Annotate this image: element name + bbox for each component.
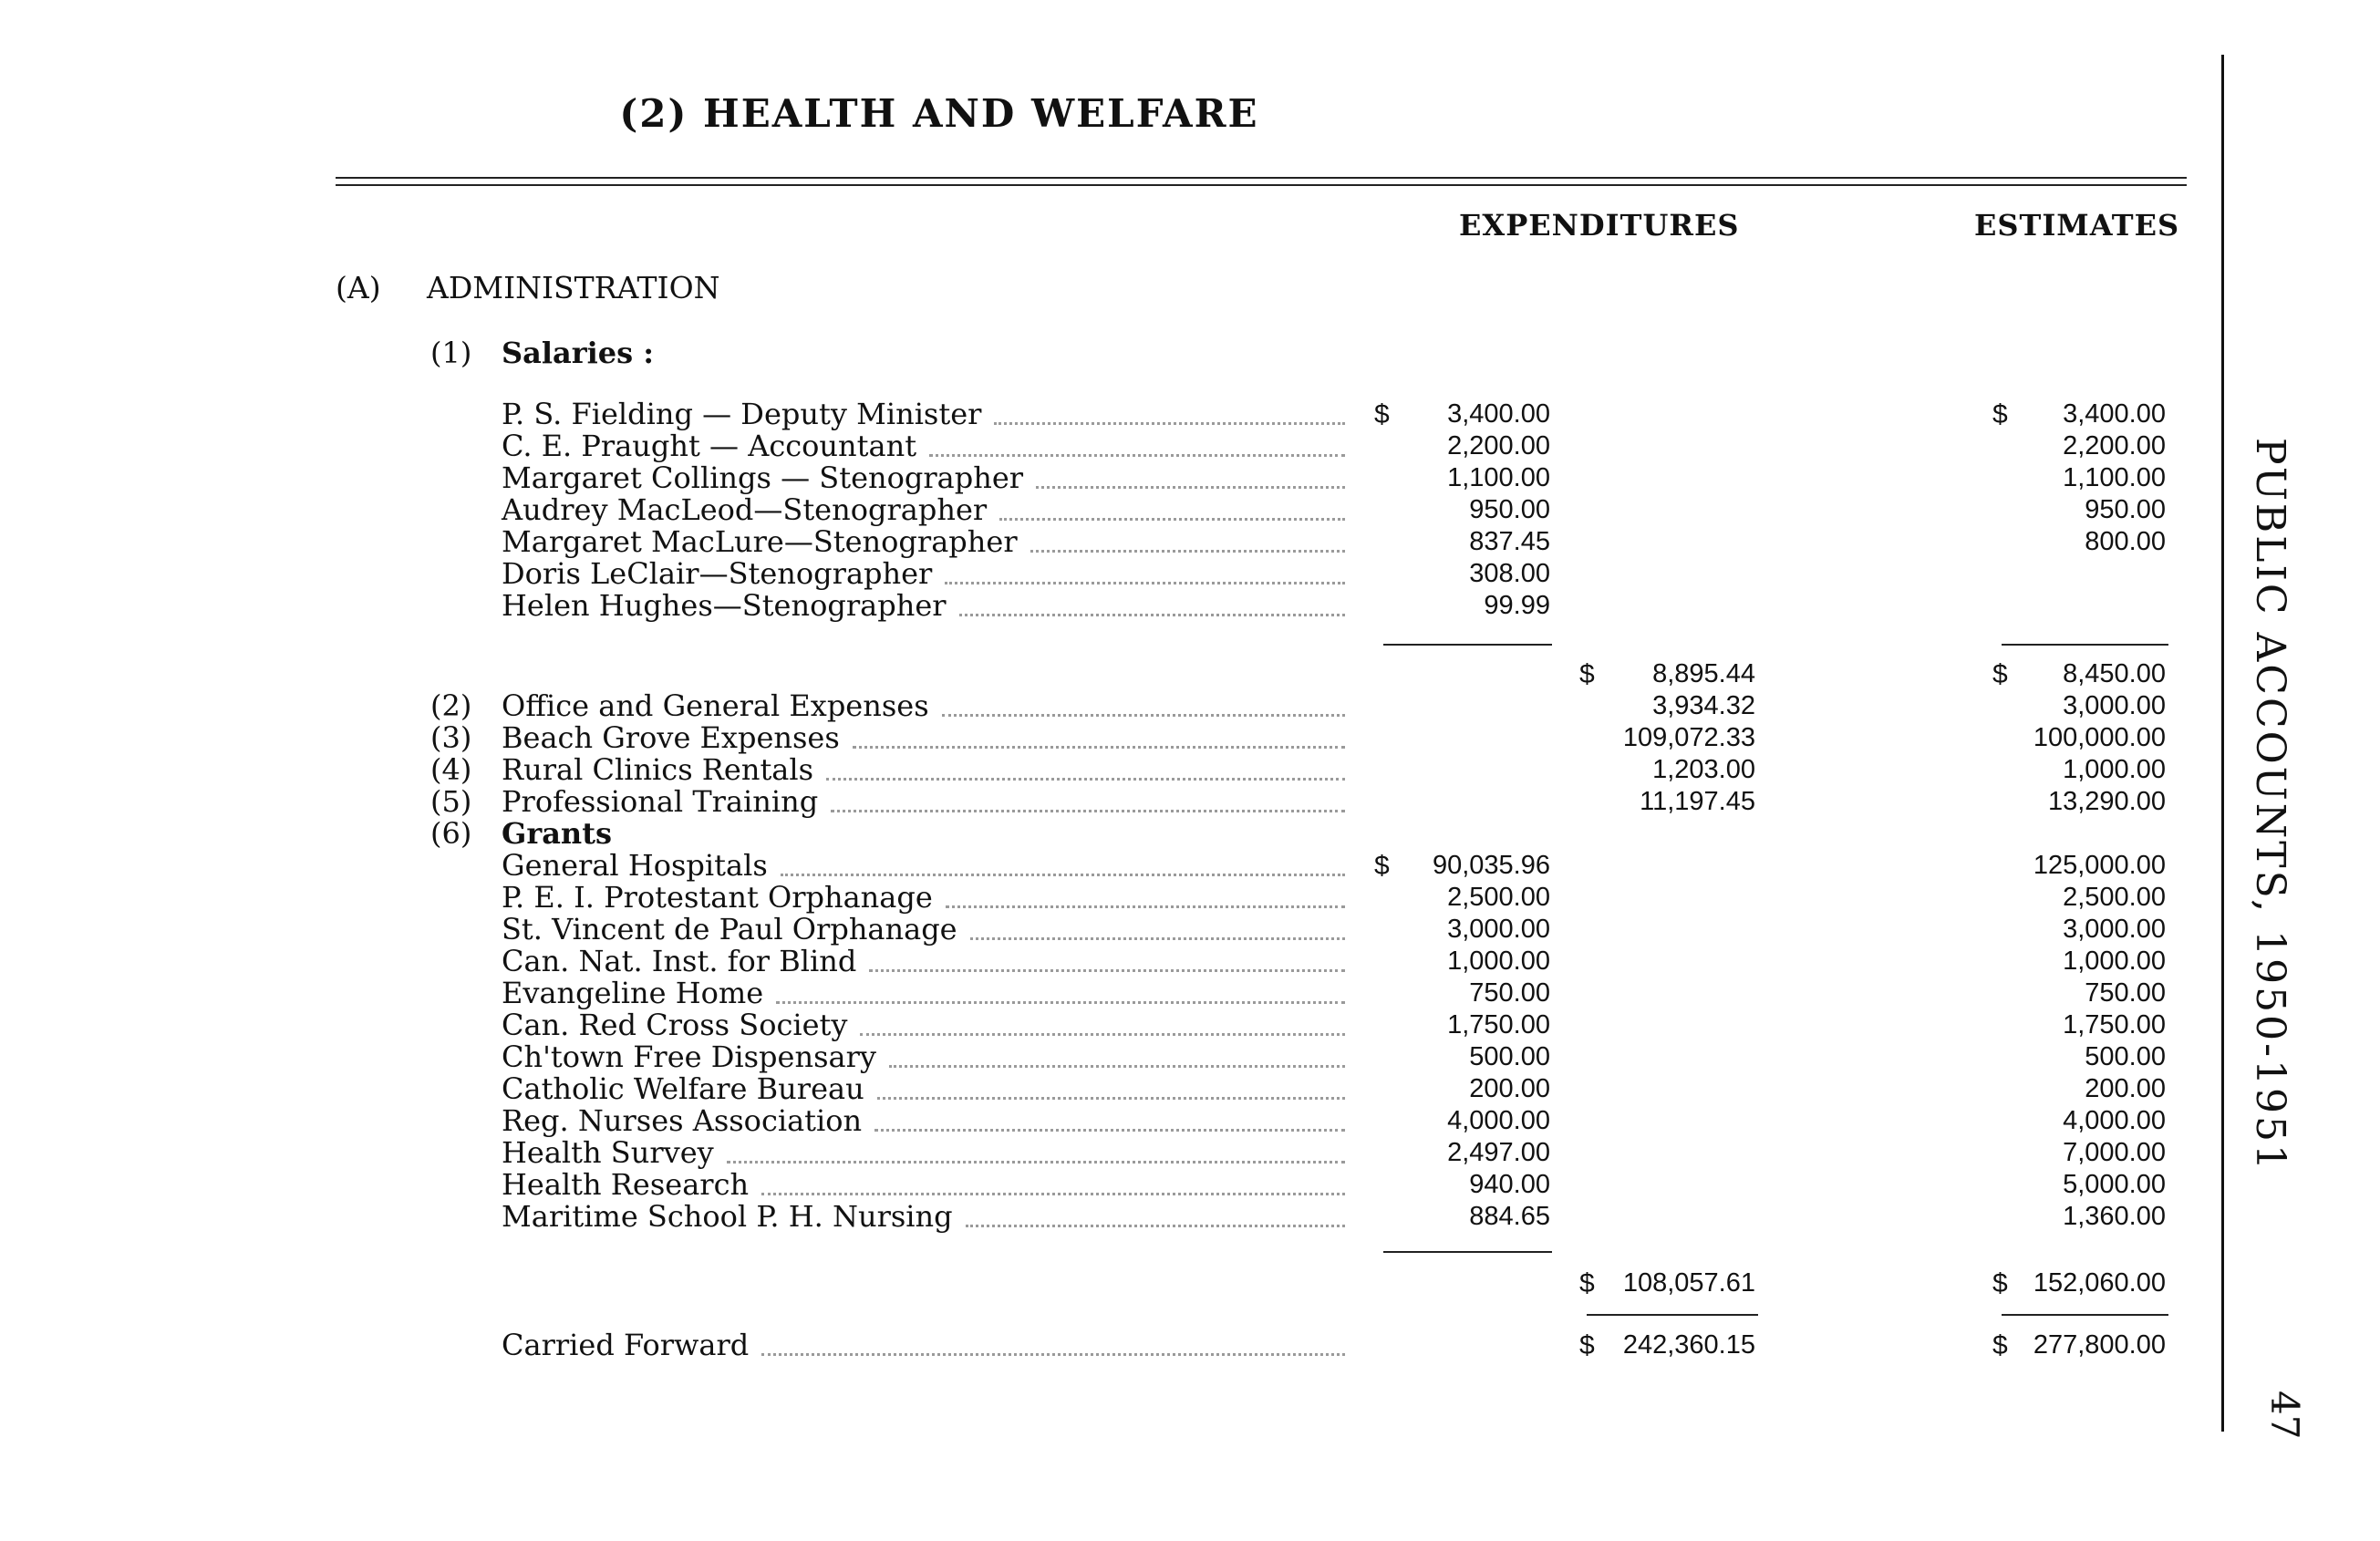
- grant-expenditure: 884.65: [1469, 1202, 1550, 1231]
- grant-name: Can. Nat. Inst. for Blind: [502, 944, 857, 978]
- dollar-sign: $: [1579, 1330, 1595, 1360]
- carried-forward-label: Carried Forward: [502, 1328, 750, 1362]
- grant-expenditure: 200.00: [1469, 1074, 1550, 1103]
- salary-expenditure: 837.45: [1469, 527, 1550, 556]
- grant-estimate: 3,000.00: [2063, 915, 2166, 944]
- grant-name-leader: [781, 874, 1345, 876]
- grant-name: P. E. I. Protestant Orphanage: [502, 880, 933, 915]
- grant-name: Reg. Nurses Association: [502, 1103, 863, 1138]
- page-number: 47: [2262, 1391, 2307, 1440]
- grant-name: Can. Red Cross Society: [502, 1008, 848, 1042]
- grant-expenditure: 2,497.00: [1447, 1138, 1550, 1167]
- dollar-sign: $: [1579, 659, 1595, 689]
- grant-name-leader: [966, 1225, 1345, 1227]
- salary-expenditure: 2,200.00: [1447, 431, 1550, 460]
- section-letter: (A): [336, 270, 381, 305]
- expense-name: Rural Clinics Rentals: [502, 752, 814, 787]
- dollar-sign: $: [1992, 659, 2008, 689]
- salary-name-leader: [999, 518, 1345, 521]
- expense-expenditure: 11,197.45: [1640, 787, 1755, 816]
- grant-name-leader: [946, 905, 1345, 908]
- page-title: (2) HEALTH AND WELFARE: [619, 91, 1259, 136]
- salary-name: Doris LeClair—Stenographer: [502, 556, 933, 591]
- expense-name: Office and General Expenses: [502, 688, 929, 723]
- salary-name: C. E. Praught — Accountant: [502, 429, 917, 463]
- expense-expenditure: 3,934.32: [1652, 691, 1755, 720]
- carried-forward-estimate: 277,800.00: [2033, 1330, 2166, 1360]
- expense-estimate: 3,000.00: [2063, 691, 2166, 720]
- grant-expenditure: 90,035.96: [1432, 851, 1550, 880]
- salary-name-leader: [994, 422, 1345, 425]
- dollar-sign: $: [1992, 399, 2008, 429]
- salary-name: Margaret MacLure—Stenographer: [502, 524, 1018, 559]
- estimates-header: ESTIMATES: [1974, 208, 2180, 243]
- salary-expenditure: 1,100.00: [1447, 463, 1550, 492]
- salaries-number: (1): [430, 336, 472, 370]
- salary-name-leader: [1030, 550, 1345, 553]
- carried-forward-label-leader: [761, 1353, 1345, 1356]
- salary-expenditure: 950.00: [1469, 495, 1550, 524]
- grant-estimate: 125,000.00: [2033, 851, 2166, 880]
- salary-name-leader: [929, 454, 1345, 457]
- grant-estimate: 1,750.00: [2063, 1010, 2166, 1039]
- margin-rule: [2221, 55, 2224, 1432]
- total-rule: [1587, 1314, 1758, 1316]
- section-name: ADMINISTRATION: [427, 270, 720, 305]
- dollar-sign: $: [1992, 1268, 2008, 1298]
- grant-expenditure: 750.00: [1469, 978, 1550, 1008]
- salary-name: Audrey MacLeod—Stenographer: [502, 492, 988, 527]
- expenditures-header: EXPENDITURES: [1459, 208, 1740, 243]
- subtotal-rule: [2002, 644, 2168, 646]
- grants-number: (6): [430, 816, 472, 851]
- salary-total-expenditure: 8,895.44: [1652, 659, 1755, 688]
- grant-name-leader: [970, 937, 1345, 940]
- salaries-label: Salaries :: [502, 336, 655, 370]
- grant-estimate: 1,000.00: [2063, 946, 2166, 976]
- expense-number: (4): [430, 752, 472, 787]
- grant-name: Health Research: [502, 1167, 750, 1202]
- dollar-sign: $: [1374, 399, 1390, 429]
- salary-name: Margaret Collings — Stenographer: [502, 460, 1024, 495]
- salary-estimate: 1,100.00: [2063, 463, 2166, 492]
- dollar-sign: $: [1579, 1268, 1595, 1298]
- dollar-sign: $: [1374, 851, 1390, 881]
- grants-total-estimate: 152,060.00: [2033, 1268, 2166, 1298]
- grant-expenditure: 1,750.00: [1447, 1010, 1550, 1039]
- salary-total-estimate: 8,450.00: [2063, 659, 2166, 688]
- grants-total-expenditure: 108,057.61: [1622, 1268, 1755, 1298]
- salary-name: P. S. Fielding — Deputy Minister: [502, 397, 982, 431]
- grant-expenditure: 940.00: [1469, 1170, 1550, 1199]
- expense-name-leader: [942, 714, 1345, 717]
- expense-expenditure: 109,072.33: [1622, 723, 1755, 752]
- grant-name-leader: [874, 1129, 1345, 1132]
- expense-estimate: 100,000.00: [2033, 723, 2166, 752]
- salary-estimate: 800.00: [2085, 527, 2166, 556]
- grant-name: Ch'town Free Dispensary: [502, 1039, 876, 1074]
- dollar-sign: $: [1992, 1330, 2008, 1360]
- salary-estimate: 2,200.00: [2063, 431, 2166, 460]
- grant-name-leader: [727, 1161, 1345, 1164]
- grant-estimate: 5,000.00: [2063, 1170, 2166, 1199]
- salary-expenditure: 99.99: [1484, 591, 1550, 620]
- grant-name: St. Vincent de Paul Orphanage: [502, 912, 957, 946]
- salary-name-leader: [959, 614, 1345, 616]
- grant-name-leader: [889, 1065, 1345, 1068]
- expense-expenditure: 1,203.00: [1652, 755, 1755, 784]
- carried-forward-expenditure: 242,360.15: [1622, 1330, 1755, 1360]
- total-rule: [2002, 1314, 2168, 1316]
- salary-expenditure: 3,400.00: [1447, 399, 1550, 429]
- grant-name: Maritime School P. H. Nursing: [502, 1199, 953, 1234]
- grant-name-leader: [761, 1193, 1345, 1195]
- salary-name-leader: [945, 582, 1345, 584]
- expense-number: (5): [430, 784, 472, 819]
- salary-estimate: 3,400.00: [2063, 399, 2166, 429]
- grant-expenditure: 4,000.00: [1447, 1106, 1550, 1135]
- grant-expenditure: 2,500.00: [1447, 883, 1550, 912]
- salary-name-leader: [1036, 486, 1345, 489]
- header-rule-bottom: [336, 184, 2187, 186]
- grant-expenditure: 500.00: [1469, 1042, 1550, 1071]
- header-rule-top: [336, 177, 2187, 179]
- expense-number: (3): [430, 720, 472, 755]
- grant-name: General Hospitals: [502, 848, 768, 883]
- grant-estimate: 750.00: [2085, 978, 2166, 1008]
- grant-name-leader: [860, 1033, 1345, 1036]
- grant-name: Catholic Welfare Bureau: [502, 1071, 864, 1106]
- subtotal-rule: [1383, 644, 1552, 646]
- grant-estimate: 200.00: [2085, 1074, 2166, 1103]
- grant-expenditure: 1,000.00: [1447, 946, 1550, 976]
- grant-name-leader: [869, 969, 1345, 972]
- salary-expenditure: 308.00: [1469, 559, 1550, 588]
- expense-name: Professional Training: [502, 784, 819, 819]
- salary-name: Helen Hughes—Stenographer: [502, 588, 947, 623]
- running-title: PUBLIC ACCOUNTS, 1950-1951: [2247, 438, 2293, 1173]
- expense-name-leader: [831, 810, 1345, 812]
- expense-name-leader: [853, 746, 1345, 749]
- expense-name: Beach Grove Expenses: [502, 720, 840, 755]
- expense-name-leader: [826, 778, 1345, 781]
- grants-label: Grants: [502, 816, 612, 851]
- grant-estimate: 500.00: [2085, 1042, 2166, 1071]
- grant-name: Health Survey: [502, 1135, 714, 1170]
- grant-expenditure: 3,000.00: [1447, 915, 1550, 944]
- expense-estimate: 1,000.00: [2063, 755, 2166, 784]
- expense-estimate: 13,290.00: [2047, 787, 2166, 816]
- expense-number: (2): [430, 688, 472, 723]
- grant-name-leader: [776, 1001, 1345, 1004]
- grant-estimate: 1,360.00: [2063, 1202, 2166, 1231]
- grant-name-leader: [877, 1097, 1345, 1100]
- subtotal-rule: [1383, 1251, 1552, 1253]
- grant-estimate: 7,000.00: [2063, 1138, 2166, 1167]
- grant-estimate: 4,000.00: [2063, 1106, 2166, 1135]
- grant-name: Evangeline Home: [502, 976, 764, 1010]
- salary-estimate: 950.00: [2085, 495, 2166, 524]
- grant-estimate: 2,500.00: [2063, 883, 2166, 912]
